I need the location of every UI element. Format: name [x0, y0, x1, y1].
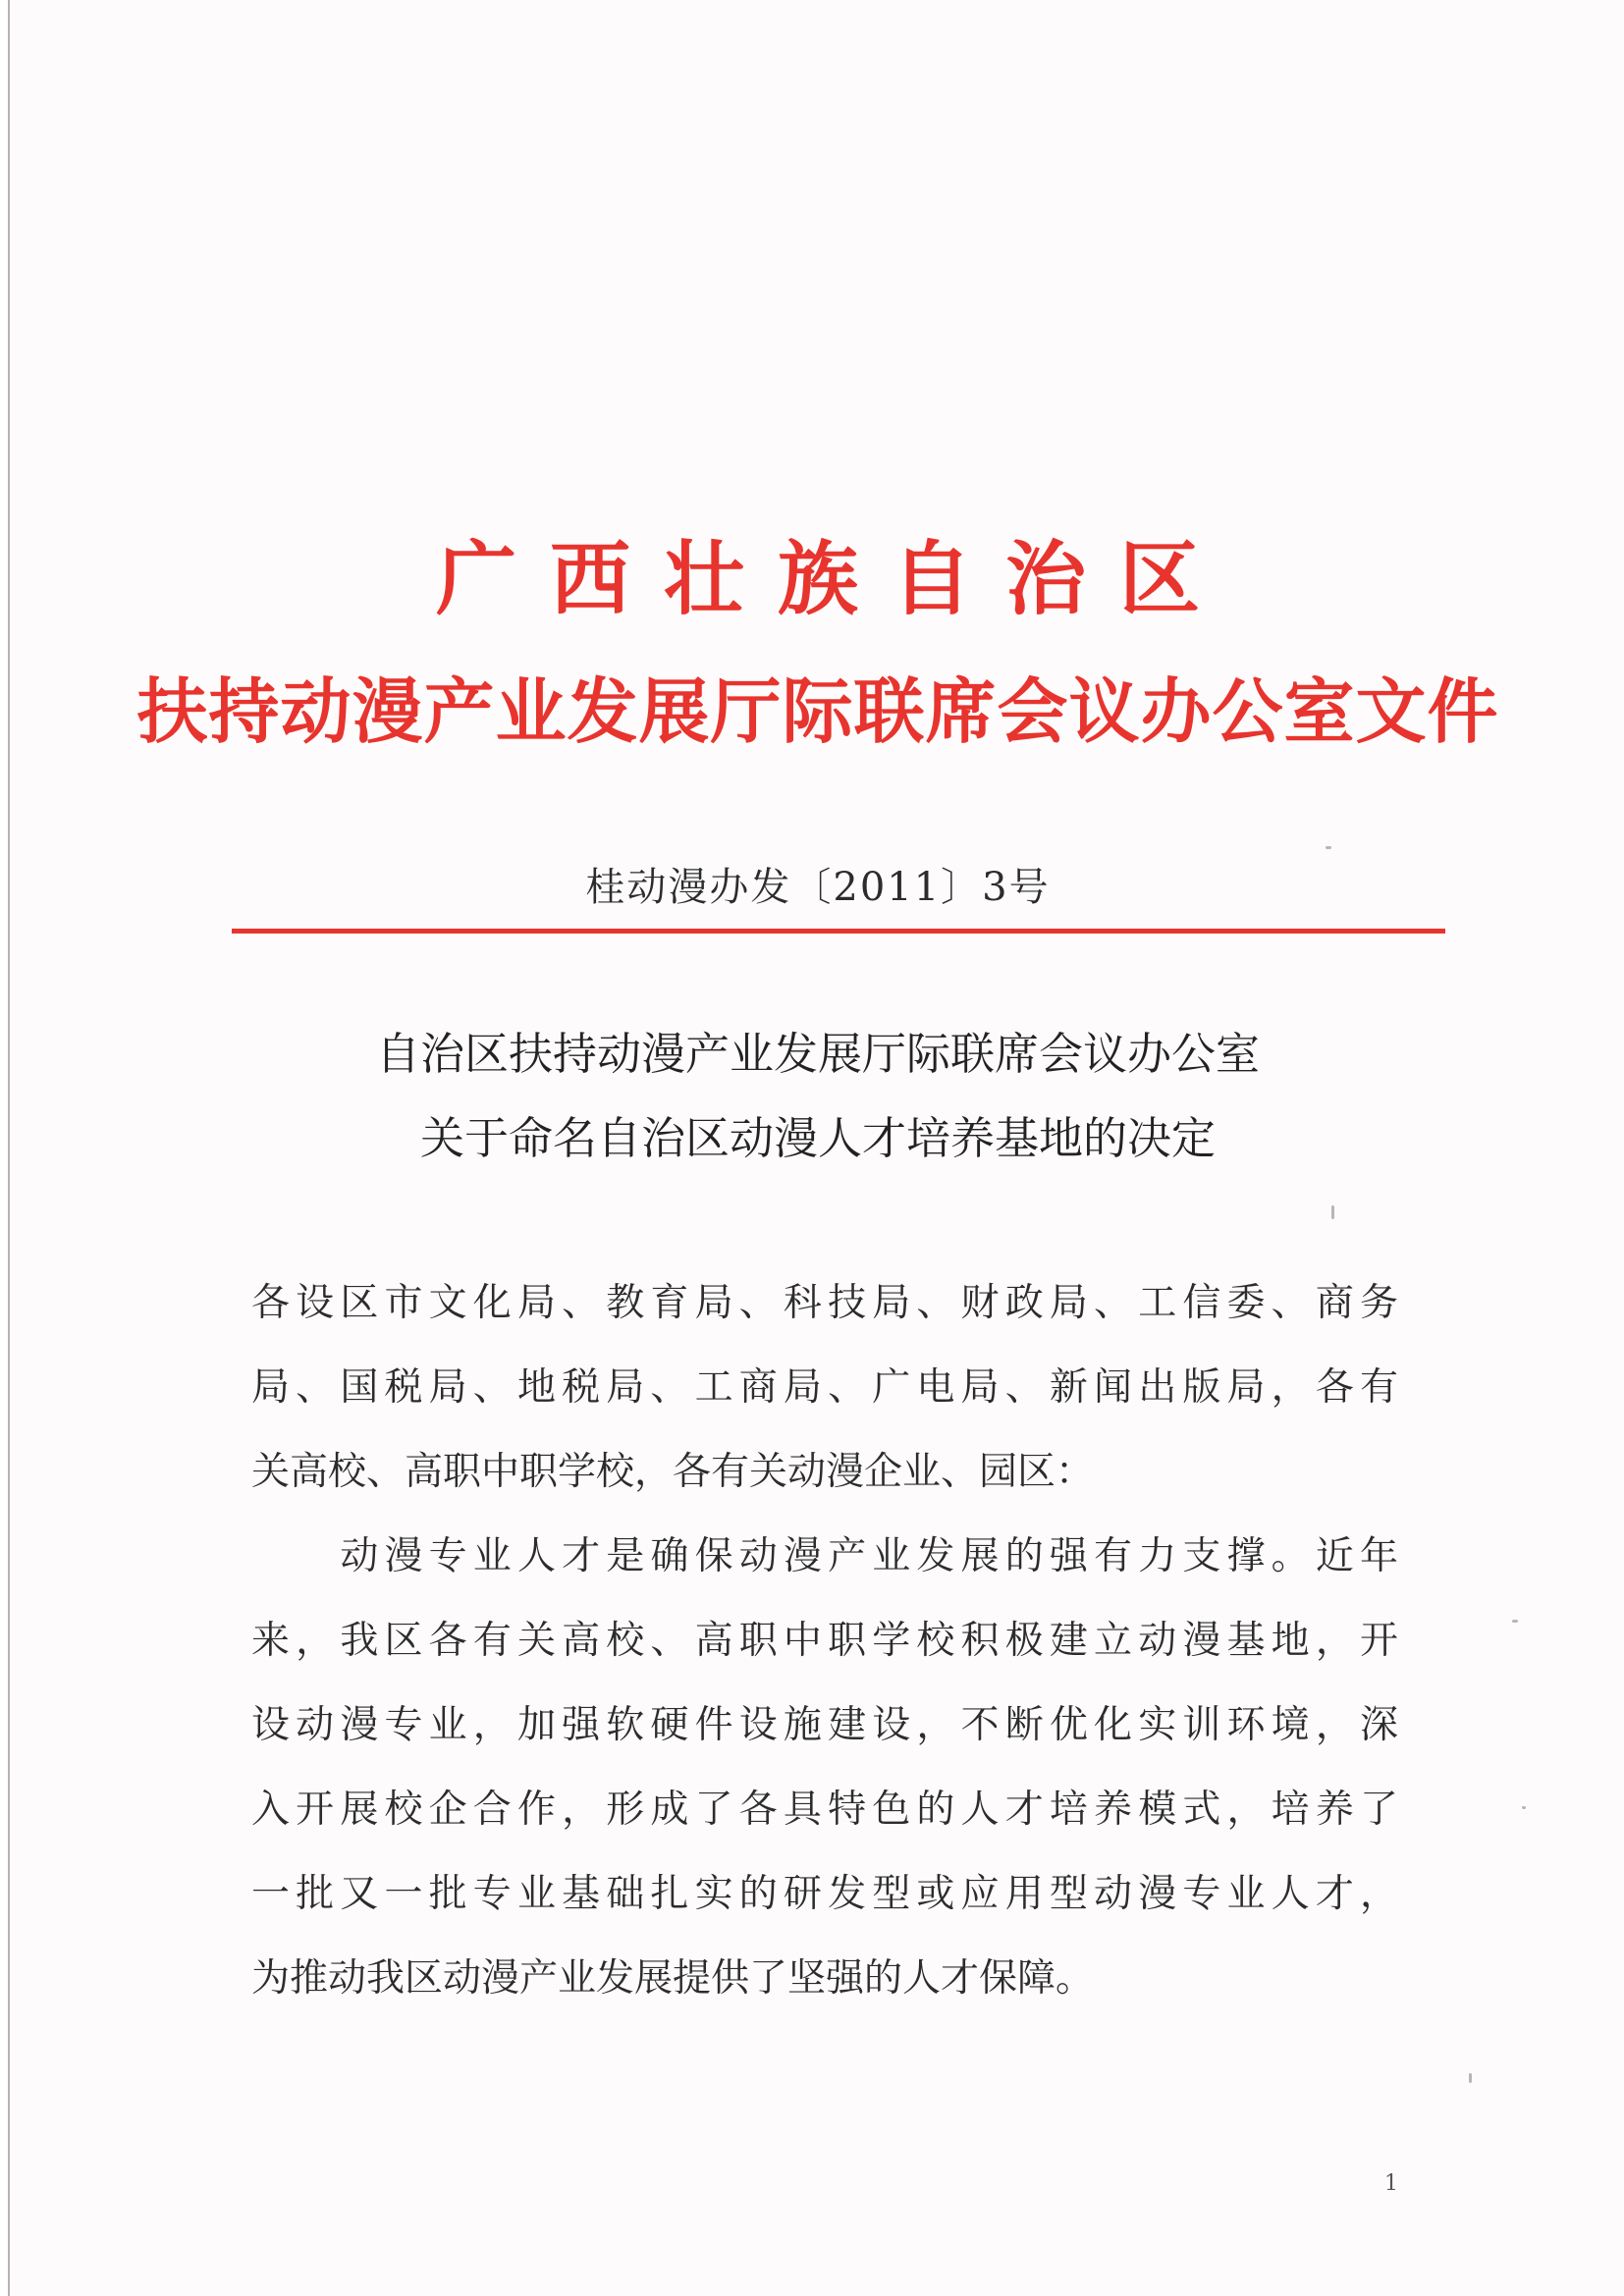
body-line: 来，我区各有关高校、高职中职学校积极建立动漫基地，开 [251, 1619, 1398, 1663]
scan-speck [1469, 2073, 1472, 2083]
issuer-title-line1: 广西壮族自治区 [435, 532, 1233, 626]
body-line: 动漫专业人才是确保动漫产业发展的强有力支撑。近年 [251, 1534, 1398, 1578]
issuer-title-line2: 扶持动漫产业发展厅际联席会议办公室文件 [136, 669, 1499, 753]
scan-speck [1512, 1620, 1518, 1623]
scan-speck [1326, 846, 1331, 849]
document-page [8, 0, 1624, 2296]
page-number: 1 [1384, 2171, 1398, 2196]
body-line: 关高校、高职中职学校，各有关动漫企业、园区： [251, 1450, 1095, 1494]
body-line: 一批又一批专业基础扎实的研发型或应用型动漫专业人才， [251, 1872, 1398, 1916]
body-line: 入开展校企合作，形成了各具特色的人才培养模式，培养了 [251, 1788, 1398, 1832]
document-number: 桂动漫办发〔2011〕3号 [585, 865, 1051, 910]
body-line: 设动漫专业，加强软硬件设施建设，不断优化实训环境，深 [251, 1703, 1398, 1747]
body-line: 局、国税局、地税局、工商局、广电局、新闻出版局，各有 [251, 1365, 1398, 1410]
scan-speck [1522, 1806, 1526, 1809]
subject-title-line2: 关于命名自治区动漫人才培养基地的决定 [419, 1112, 1216, 1164]
subject-title-line1: 自治区扶持动漫产业发展厅际联席会议办公室 [375, 1028, 1260, 1080]
red-separator-rule [232, 929, 1445, 934]
body-line: 为推动我区动漫产业发展提供了坚强的人才保障。 [251, 1956, 1095, 2001]
body-line: 各设区市文化局、教育局、科技局、财政局、工信委、商务 [251, 1281, 1398, 1325]
scan-speck [1331, 1205, 1334, 1219]
